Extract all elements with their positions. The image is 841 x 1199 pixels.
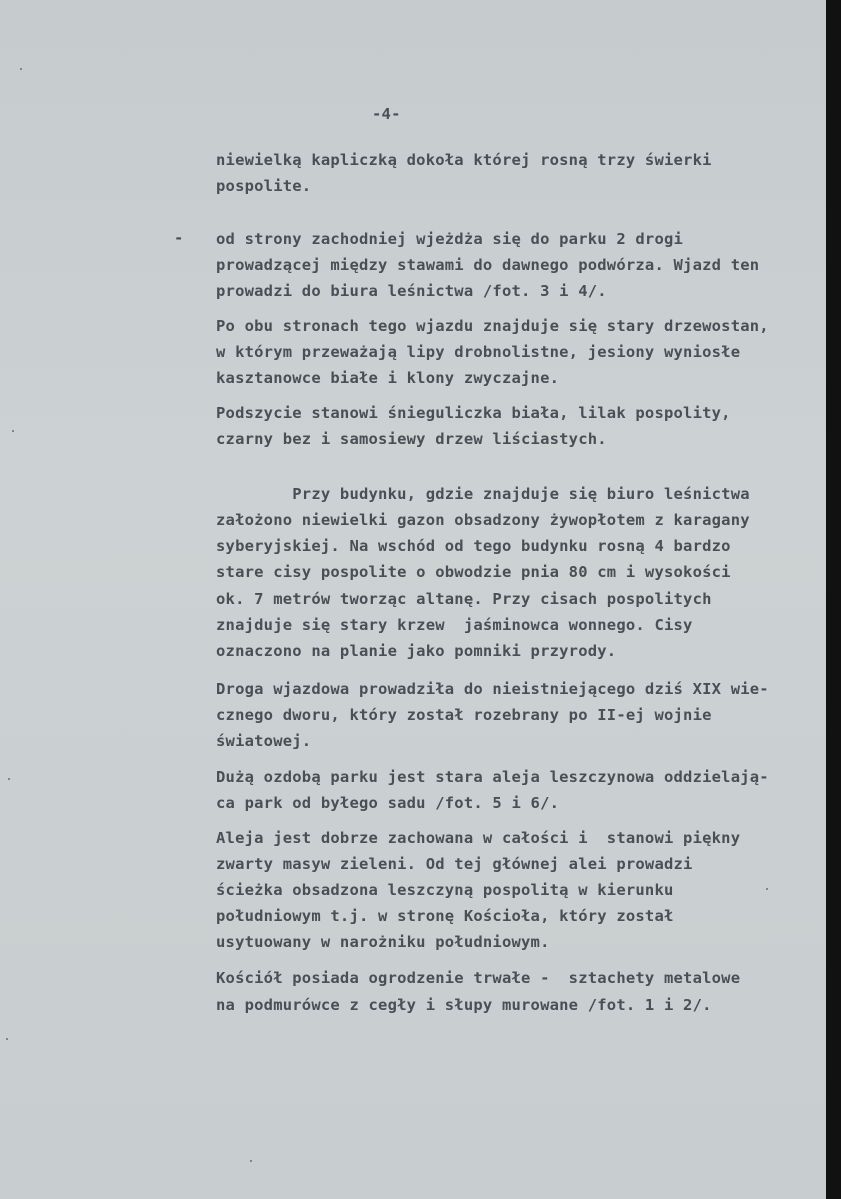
text-line: pospolite. [216,177,312,195]
text-line: Droga wjazdowa prowadziła do nieistniejącego dziś XIX wie- [216,680,769,698]
text-line: od strony zachodniej wjeżdża się do parku 2 drogi [216,230,684,248]
text-line: światowej. [216,732,312,750]
paper-speck [20,68,22,70]
text-line: niewielką kapliczką dokoła której rosną trzy świerki [216,151,712,169]
paper-speck [12,430,14,432]
text-line: prowadzącej między stawami do dawnego podwórza. Wjazd ten [216,256,760,274]
text-line: w którym przeważają lipy drobnolistne, jesiony wyniosłe [216,343,741,361]
page-number: -4- [372,105,401,123]
text-line: na podmurówce z cegły i słupy murowane /fot. 1 i 2/. [216,996,712,1014]
margin-dash-mark: - [174,229,184,247]
text-line: ok. 7 metrów tworząc altanę. Przy cisach pospolitych [216,590,712,608]
text-line: prowadzi do biura leśnictwa /fot. 3 i 4/. [216,282,607,300]
text-line: Dużą ozdobą parku jest stara aleja leszczynowa oddzielają- [216,768,769,786]
scan-edge-shadow [826,0,841,1199]
text-line: znajduje się stary krzew jaśminowca wonnego. Cisy [216,616,693,634]
text-line: Aleja jest dobrze zachowana w całości i stanowi piękny [216,829,741,847]
text-line: Podszycie stanowi śnieguliczka biała, lilak pospolity, [216,404,731,422]
paper-speck [8,778,10,780]
text-line: usytuowany w narożniku południowym. [216,933,550,951]
text-line: ca park od byłego sadu /fot. 5 i 6/. [216,794,560,812]
text-line: południowym t.j. w stronę Kościoła, który został [216,907,674,925]
text-line: oznaczono na planie jako pomniki przyrody. [216,642,617,660]
paper-speck [6,1038,8,1040]
text-line: syberyjskiej. Na wschód od tego budynku rosną 4 bardzo [216,537,731,555]
text-line: ścieżka obsadzona leszczyną pospolitą w kierunku [216,881,674,899]
text-line: zwarty masyw zieleni. Od tej głównej alei prowadzi [216,855,693,873]
text-line: stare cisy pospolite o obwodzie pnia 80 cm i wysokości [216,563,731,581]
text-line: Po obu stronach tego wjazdu znajduje się stary drzewostan, [216,317,769,335]
text-line: kasztanowce białe i klony zwyczajne. [216,369,560,387]
text-line: założono niewielki gazon obsadzony żywopłotem z karagany [216,511,750,529]
paper-speck [766,888,768,890]
text-line: cznego dworu, który został rozebrany po II-ej wojnie [216,706,712,724]
text-line: czarny bez i samosiewy drzew liściastych. [216,430,607,448]
text-line: Przy budynku, gdzie znajduje się biuro leśnictwa [216,485,750,503]
paper-speck [250,1160,252,1162]
text-line: Kościół posiada ogrodzenie trwałe - sztachety metalowe [216,969,741,987]
